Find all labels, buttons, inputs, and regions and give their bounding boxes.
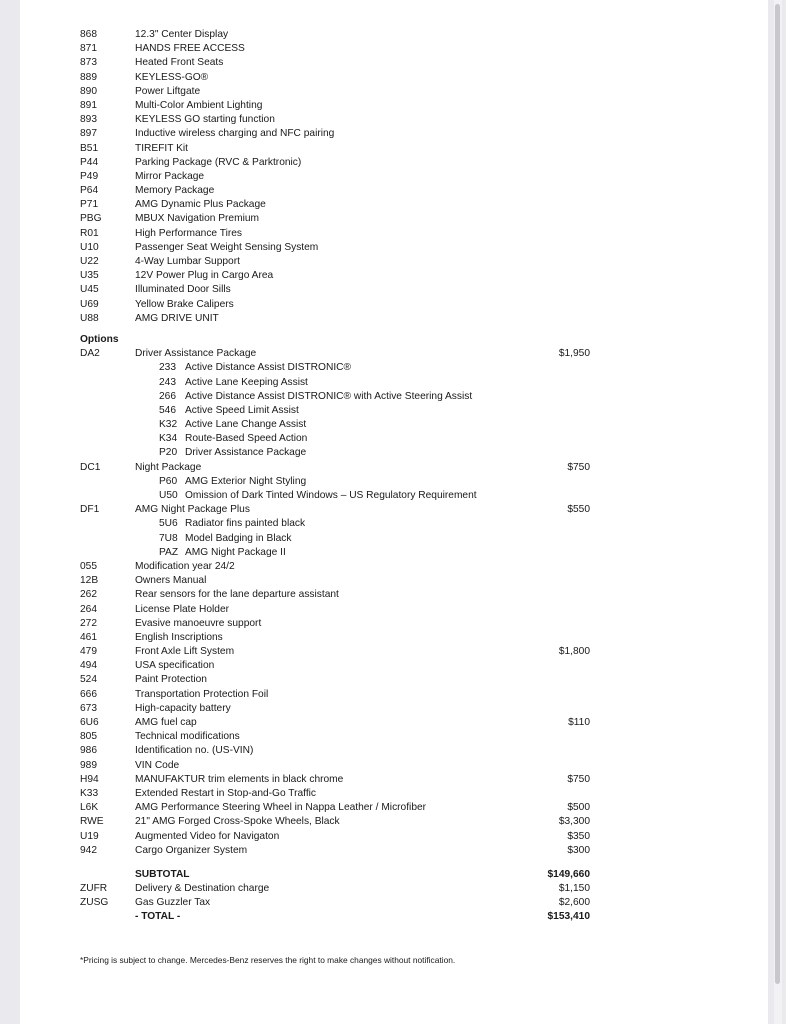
option-price: $2,600 bbox=[558, 897, 590, 909]
option-description: Rear sensors for the lane departure assistant bbox=[135, 589, 339, 601]
option-description: Cargo Organizer System bbox=[135, 844, 248, 856]
option-code: U22 bbox=[80, 256, 99, 267]
subitem-description: Driver Assistance Package bbox=[185, 447, 307, 459]
subitem-code: 546 bbox=[159, 404, 176, 416]
option-code: P44 bbox=[80, 156, 99, 168]
option-description: 12.3" Center Display bbox=[135, 29, 229, 40]
package-subitem-row bbox=[80, 532, 590, 546]
option-code: 889 bbox=[80, 71, 97, 83]
options-heading: Options bbox=[80, 333, 119, 345]
option-row bbox=[80, 574, 590, 588]
totals-section bbox=[80, 868, 590, 925]
totals-row bbox=[80, 896, 590, 910]
option-description: Augmented Video for Navigaton bbox=[135, 830, 280, 842]
option-row bbox=[80, 645, 590, 659]
option-code: 272 bbox=[80, 617, 97, 629]
option-code: 6U6 bbox=[80, 717, 99, 728]
package-subitem-row bbox=[80, 418, 590, 432]
subitem-code: 266 bbox=[159, 390, 176, 402]
option-code: P49 bbox=[80, 170, 99, 182]
option-description: Night Package bbox=[135, 461, 202, 473]
standard-item-row bbox=[80, 312, 590, 326]
option-code: 989 bbox=[80, 759, 97, 771]
options-list bbox=[80, 560, 590, 858]
option-price: $1,800 bbox=[558, 646, 590, 658]
standard-item-row bbox=[80, 113, 590, 127]
option-code: U45 bbox=[80, 284, 99, 296]
option-description: License Plate Holder bbox=[135, 603, 230, 615]
option-description: Passenger Seat Weight Sensing System bbox=[135, 241, 319, 253]
standard-item-row bbox=[80, 42, 590, 56]
package-subitem-row bbox=[80, 475, 590, 489]
option-code: 890 bbox=[80, 85, 97, 97]
option-code: PBG bbox=[80, 213, 102, 225]
option-description: AMG Performance Steering Wheel in Nappa Leather / Microfiber bbox=[135, 802, 427, 814]
standard-item-row bbox=[80, 283, 590, 297]
option-code: DA2 bbox=[80, 348, 100, 360]
option-description: AMG Dynamic Plus Package bbox=[135, 199, 266, 211]
option-price: $1,950 bbox=[558, 348, 590, 360]
option-description: Multi-Color Ambient Lighting bbox=[135, 99, 263, 111]
option-description: Memory Package bbox=[135, 185, 215, 197]
subitem-description: Route-Based Speed Action bbox=[185, 433, 308, 445]
option-code: U35 bbox=[80, 270, 99, 282]
option-row bbox=[80, 659, 590, 673]
option-price: $350 bbox=[567, 830, 590, 842]
standard-item-row bbox=[80, 127, 590, 141]
option-description: AMG Night Package Plus bbox=[135, 504, 250, 516]
package-subitem-row bbox=[80, 404, 590, 418]
option-description: Transportation Protection Foil bbox=[135, 688, 269, 700]
package-subitem-row bbox=[80, 432, 590, 446]
standard-item-row bbox=[80, 227, 590, 241]
option-code: 479 bbox=[80, 646, 97, 658]
package-subitem-row bbox=[80, 376, 590, 390]
subitem-description: AMG Night Package II bbox=[185, 546, 286, 558]
option-row bbox=[80, 716, 590, 730]
subitem-code: K32 bbox=[159, 419, 178, 431]
option-row bbox=[80, 588, 590, 602]
option-code: 871 bbox=[80, 43, 97, 55]
subitem-description: Active Distance Assist DISTRONIC® bbox=[185, 362, 352, 374]
option-row bbox=[80, 560, 590, 574]
subitem-code: P60 bbox=[159, 475, 178, 487]
option-row bbox=[80, 815, 590, 829]
option-price: $550 bbox=[567, 504, 590, 516]
standard-item-row bbox=[80, 269, 590, 283]
option-code: ZUSG bbox=[80, 897, 109, 909]
package-subitem-row bbox=[80, 390, 590, 404]
option-price: $1,150 bbox=[558, 883, 590, 895]
standard-item-row bbox=[80, 156, 590, 170]
pricing-footnote: *Pricing is subject to change. Mercedes-Benz reserves the right to make changes without notification. bbox=[80, 955, 456, 965]
option-description: Inductive wireless charging and NFC pairing bbox=[135, 128, 335, 140]
subitem-code: 243 bbox=[159, 376, 176, 388]
option-code: 805 bbox=[80, 731, 97, 743]
subitem-description: Model Badging in Black bbox=[185, 532, 292, 544]
window-sticker-content bbox=[80, 28, 590, 925]
option-price: $110 bbox=[568, 717, 590, 728]
option-code: B51 bbox=[80, 142, 99, 154]
option-code: ZUFR bbox=[80, 883, 108, 895]
option-description: 4-Way Lumbar Support bbox=[135, 256, 240, 267]
option-description: SUBTOTAL bbox=[135, 868, 190, 880]
option-code: P71 bbox=[80, 199, 99, 211]
standard-item-row bbox=[80, 298, 590, 312]
standard-item-row bbox=[80, 184, 590, 198]
subitem-description: Active Lane Change Assist bbox=[185, 419, 307, 431]
option-description: Illuminated Door Sills bbox=[135, 284, 231, 296]
standard-item-row bbox=[80, 56, 590, 70]
option-row bbox=[80, 759, 590, 773]
subitem-code: 233 bbox=[159, 362, 176, 374]
standard-item-row bbox=[80, 28, 590, 42]
option-row bbox=[80, 631, 590, 645]
option-code: 942 bbox=[80, 844, 97, 856]
option-description: Yellow Brake Calipers bbox=[135, 298, 234, 310]
option-row bbox=[80, 801, 590, 815]
option-code: RWE bbox=[80, 816, 104, 828]
standard-item-row bbox=[80, 142, 590, 156]
option-description: Extended Restart in Stop-and-Go Traffic bbox=[135, 787, 317, 799]
option-description: - TOTAL - bbox=[135, 911, 181, 923]
option-code: P64 bbox=[80, 185, 99, 197]
option-row bbox=[80, 773, 590, 787]
packages-list bbox=[80, 347, 590, 560]
option-description: Mirror Package bbox=[135, 170, 205, 182]
standard-item-row bbox=[80, 71, 590, 85]
option-code: 494 bbox=[80, 660, 97, 672]
subitem-code: 7U8 bbox=[159, 532, 178, 544]
standard-item-row bbox=[80, 85, 590, 99]
option-code: 461 bbox=[80, 631, 97, 643]
option-description: AMG DRIVE UNIT bbox=[135, 312, 219, 324]
option-code: R01 bbox=[80, 227, 99, 239]
option-description: AMG fuel cap bbox=[135, 717, 197, 728]
option-description: MANUFAKTUR trim elements in black chrome bbox=[135, 773, 344, 785]
totals-row bbox=[80, 868, 590, 882]
option-code: 893 bbox=[80, 114, 97, 126]
option-description: HANDS FREE ACCESS bbox=[135, 43, 245, 55]
option-price: $750 bbox=[567, 773, 590, 785]
option-description: 21" AMG Forged Cross-Spoke Wheels, Black bbox=[135, 816, 340, 828]
subitem-code: K34 bbox=[159, 433, 178, 445]
option-code: 868 bbox=[80, 29, 97, 40]
option-code: 262 bbox=[80, 589, 97, 601]
package-subitem-row bbox=[80, 361, 590, 375]
option-code: DC1 bbox=[80, 461, 101, 473]
option-description: High Performance Tires bbox=[135, 227, 243, 239]
option-description: TIREFIT Kit bbox=[135, 142, 189, 154]
option-description: Evasive manoeuvre support bbox=[135, 617, 262, 629]
option-description: Driver Assistance Package bbox=[135, 348, 257, 360]
standard-equipment-list bbox=[80, 28, 590, 326]
option-description: Paint Protection bbox=[135, 674, 207, 686]
option-row bbox=[80, 730, 590, 744]
option-row bbox=[80, 830, 590, 844]
option-row bbox=[80, 617, 590, 631]
subitem-code: P20 bbox=[159, 447, 178, 459]
option-row bbox=[80, 688, 590, 702]
subitem-description: AMG Exterior Night Styling bbox=[185, 475, 307, 487]
option-row bbox=[80, 702, 590, 716]
option-code: 264 bbox=[80, 603, 97, 615]
option-description: Technical modifications bbox=[135, 731, 240, 743]
scrollbar-thumb[interactable] bbox=[775, 4, 780, 984]
option-description: KEYLESS-GO® bbox=[135, 71, 209, 83]
option-code: K33 bbox=[80, 787, 99, 799]
option-code: U69 bbox=[80, 298, 99, 310]
subitem-description: Radiator fins painted black bbox=[185, 518, 306, 530]
option-row bbox=[80, 603, 590, 617]
option-row bbox=[80, 787, 590, 801]
option-description: English Inscriptions bbox=[135, 631, 223, 643]
option-description: Identification no. (US-VIN) bbox=[135, 745, 254, 757]
standard-item-row bbox=[80, 198, 590, 212]
vertical-scrollbar[interactable] bbox=[774, 0, 782, 1024]
standard-item-row bbox=[80, 255, 590, 269]
option-code: U19 bbox=[80, 830, 99, 842]
option-code: 524 bbox=[80, 674, 97, 686]
package-subitem-row bbox=[80, 489, 590, 503]
option-row bbox=[80, 673, 590, 687]
option-description: Power Liftgate bbox=[135, 85, 201, 97]
option-code: 986 bbox=[80, 745, 97, 757]
option-code: 673 bbox=[80, 702, 97, 714]
option-code: U88 bbox=[80, 312, 99, 324]
option-description: VIN Code bbox=[135, 759, 180, 771]
option-code: L6K bbox=[80, 802, 99, 814]
option-code: 055 bbox=[80, 560, 97, 572]
option-description: KEYLESS GO starting function bbox=[135, 114, 275, 126]
subitem-description: Active Speed Limit Assist bbox=[185, 404, 299, 416]
totals-row bbox=[80, 882, 590, 896]
option-description: USA specification bbox=[135, 660, 215, 672]
option-price: $500 bbox=[567, 802, 590, 814]
subitem-description: Active Distance Assist DISTRONIC® with Active Steering Assist bbox=[185, 390, 473, 402]
option-code: U10 bbox=[80, 241, 99, 253]
option-description: Heated Front Seats bbox=[135, 57, 224, 69]
package-subitem-row bbox=[80, 446, 590, 460]
option-description: Front Axle Lift System bbox=[135, 646, 235, 658]
option-price: $300 bbox=[567, 844, 590, 856]
option-row bbox=[80, 844, 590, 858]
subitem-description: Omission of Dark Tinted Windows – US Regulatory Requirement bbox=[185, 490, 477, 501]
option-price: $3,300 bbox=[558, 816, 590, 828]
totals-row bbox=[80, 910, 590, 924]
subitem-code: U50 bbox=[159, 490, 178, 501]
package-subitem-row bbox=[80, 546, 590, 560]
option-description: Gas Guzzler Tax bbox=[135, 897, 211, 909]
standard-item-row bbox=[80, 241, 590, 255]
option-code: 873 bbox=[80, 57, 97, 69]
standard-item-row bbox=[80, 99, 590, 113]
option-price: $149,660 bbox=[547, 868, 590, 880]
option-price: $153,410 bbox=[547, 911, 590, 923]
subitem-code: PAZ bbox=[159, 546, 179, 558]
standard-item-row bbox=[80, 212, 590, 226]
option-code: 12B bbox=[80, 575, 99, 587]
option-description: Delivery & Destination charge bbox=[135, 883, 270, 895]
package-row bbox=[80, 347, 590, 361]
subitem-description: Active Lane Keeping Assist bbox=[185, 376, 308, 388]
option-code: DF1 bbox=[80, 504, 100, 516]
standard-item-row bbox=[80, 170, 590, 184]
option-code: 666 bbox=[80, 688, 97, 700]
package-subitem-row bbox=[80, 517, 590, 531]
option-description: MBUX Navigation Premium bbox=[135, 213, 259, 225]
package-row bbox=[80, 461, 590, 475]
option-row bbox=[80, 744, 590, 758]
package-row bbox=[80, 503, 590, 517]
subitem-code: 5U6 bbox=[159, 518, 178, 530]
option-code: 891 bbox=[80, 99, 97, 111]
option-description: 12V Power Plug in Cargo Area bbox=[135, 270, 274, 282]
option-description: Owners Manual bbox=[135, 575, 207, 587]
option-description: Modification year 24/2 bbox=[135, 560, 235, 572]
option-description: High-capacity battery bbox=[135, 702, 231, 714]
option-price: $750 bbox=[567, 461, 590, 473]
option-code: H94 bbox=[80, 773, 99, 785]
option-code: 897 bbox=[80, 128, 97, 140]
option-description: Parking Package (RVC & Parktronic) bbox=[135, 156, 302, 168]
